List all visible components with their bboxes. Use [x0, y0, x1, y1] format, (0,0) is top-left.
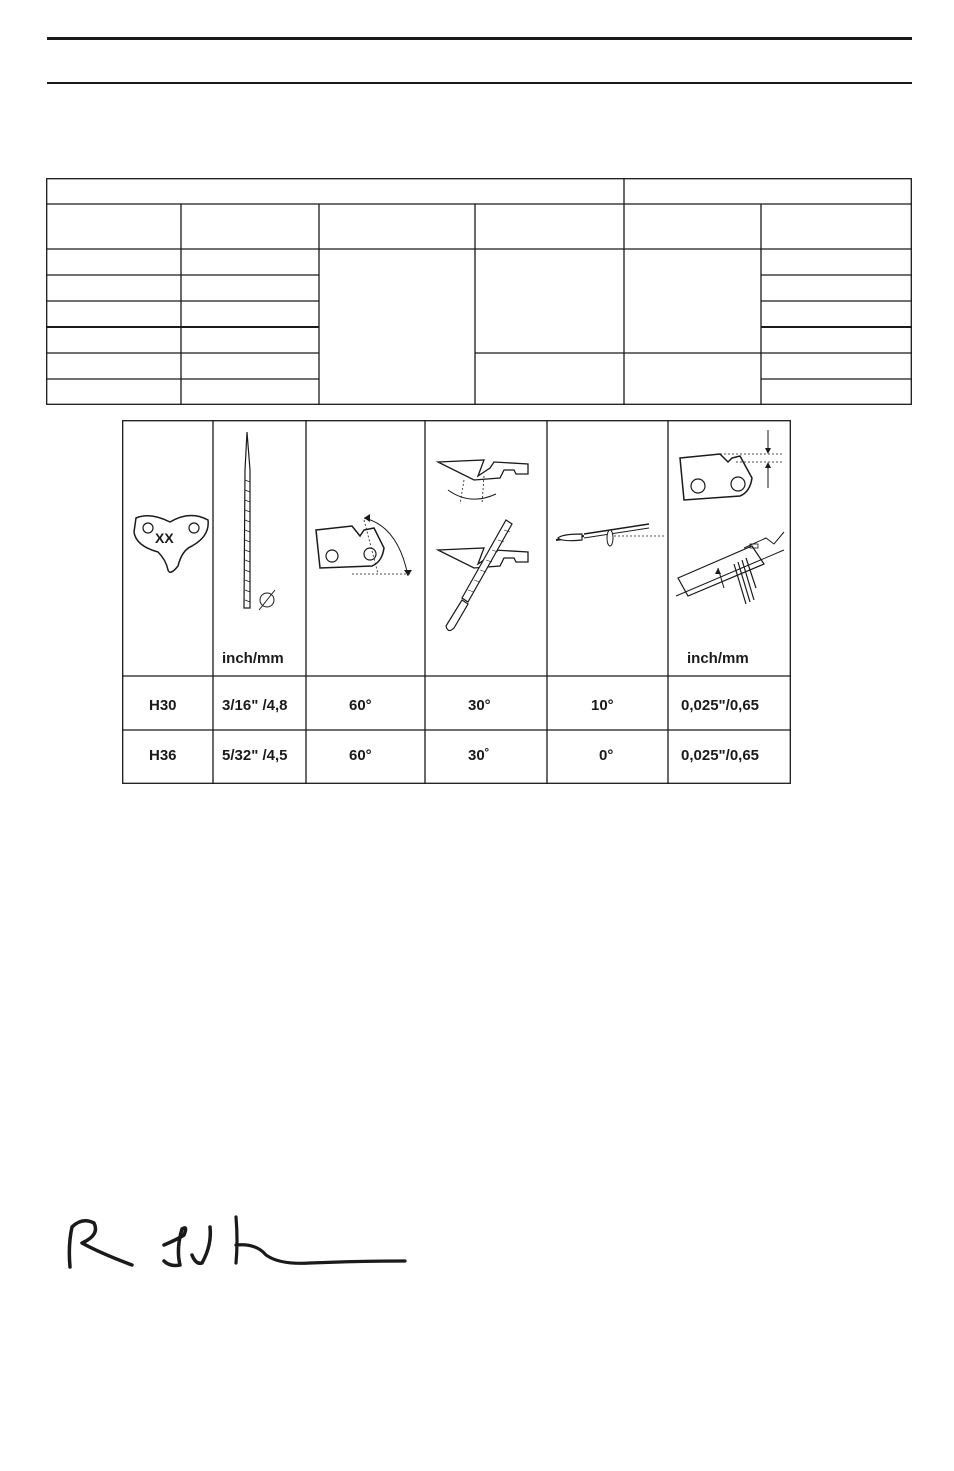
handwritten-signature: [60, 1205, 410, 1280]
sharpening-table: [122, 420, 791, 784]
table-row-2-top-plate-angle: 60°: [349, 747, 372, 764]
table-row-2-file: 5/32" /4,5: [222, 747, 288, 764]
table-row-2-side-angle: 30˚: [468, 747, 490, 764]
file-holder-icon: [554, 516, 666, 556]
table-row-2-depth-gauge: 0,025"/0,65: [681, 747, 760, 764]
depth-gauge-unit: inch/mm: [687, 650, 749, 667]
table-row-1-cutter: H30: [149, 697, 177, 714]
cutter-xx-label: XX: [155, 530, 174, 546]
side-angle-file-icon: [434, 450, 544, 635]
table-row-1-file-angle: 10°: [591, 697, 614, 714]
file-diameter-unit: inch/mm: [222, 650, 284, 667]
round-file-icon: [237, 430, 297, 615]
bar-chain-combination-table: [46, 178, 912, 405]
header-rule-top: [47, 37, 912, 40]
cutter-tooth-icon: [130, 510, 210, 580]
depth-gauge-icon: [674, 428, 788, 628]
table-row-1-file: 3/16" /4,8: [222, 697, 288, 714]
table-row-2-cutter: H36: [149, 747, 177, 764]
top-plate-angle-icon: [312, 508, 422, 588]
table-row-2-file-angle: 0°: [599, 747, 614, 764]
table-row-1-side-angle: 30°: [468, 697, 491, 714]
table-row-1-depth-gauge: 0,025"/0,65: [681, 697, 760, 714]
table-row-1-top-plate-angle: 60°: [349, 697, 372, 714]
header-rule-second: [47, 82, 912, 84]
